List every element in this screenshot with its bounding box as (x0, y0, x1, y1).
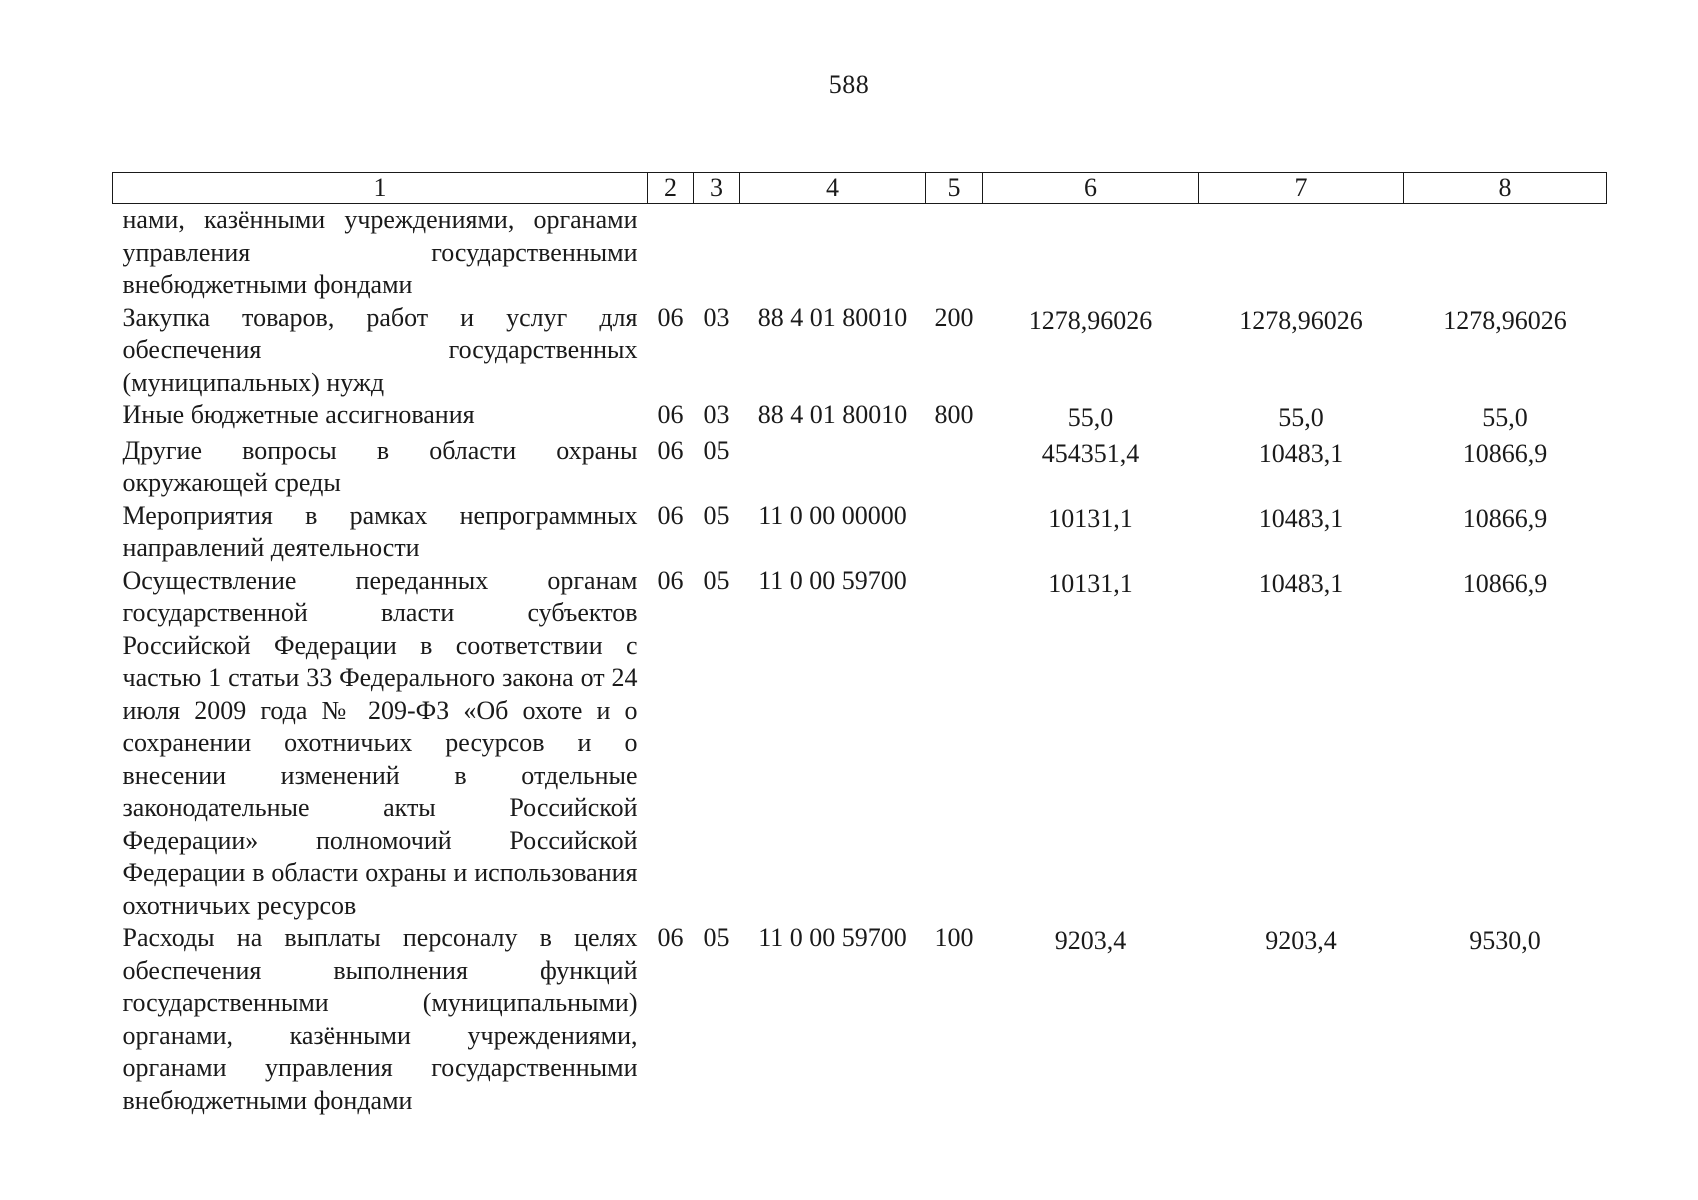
amount-column-7: 10483,1 (1258, 503, 1344, 533)
column-header-4: 4 (740, 173, 926, 204)
table-row (113, 565, 1607, 923)
expense-name: Мероприятия в рамках непрограммных направлений деятельности (122, 500, 638, 562)
amount-column-7: 55,0 (1278, 403, 1324, 432)
target-article-code: 88 4 01 80010 (757, 400, 908, 429)
page-number: 588 (828, 70, 870, 99)
amount-column-8: 10866,9 (1462, 503, 1548, 533)
amount-column-8: 55,0 (1482, 403, 1528, 432)
expense-name: Осуществление переданных органам государственной власти субъектов Российской Федерации в соответствии с частью 1 статьи 33 Федерального закона от 24 июля 2009 года № 209-ФЗ «Об охоте и о сохранении охотничьих ресурсов и о внесении изменений в отдельные законодательные акты Российской Федерации» полномочий Российской Федерации в области охраны и использования охотничьих ресурсов (122, 565, 638, 920)
amount-column-8: 10866,9 (1462, 438, 1548, 468)
amount-column-7: 1278,96026 (1239, 305, 1363, 335)
section-code: 06 (657, 435, 684, 465)
expense-name: нами, казёнными учреждениями, органами управления государственными внебюджетными фондами (122, 205, 638, 299)
amount-column-7: 9203,4 (1265, 926, 1337, 955)
expense-name: Закупка товаров, работ и услуг для обеспечения государственных (муниципальных) нужд (122, 302, 638, 397)
amount-column-8: 1278,96026 (1443, 305, 1567, 335)
subsection-code: 05 (703, 500, 730, 530)
table-row (113, 399, 1607, 435)
target-article-code (740, 204, 926, 302)
expense-type-code (926, 204, 983, 302)
expense-name: Другие вопросы в области охраны окружающей среды (122, 435, 638, 497)
expense-name: Расходы на выплаты персоналу в целях обеспечения выполнения функций государственными (муниципальными) органами, казёнными учреждениями, органами управления государственными внебюджетными фондами (122, 923, 638, 1115)
amount-column-6 (983, 204, 1199, 302)
amount-column-6: 454351,4 (1041, 438, 1140, 468)
subsection-code (694, 204, 740, 302)
expense-type-code: 100 (934, 923, 974, 952)
amount-column-8: 9530,0 (1469, 926, 1541, 955)
amount-column-6: 9203,4 (1054, 926, 1127, 955)
amount-column-8 (1404, 204, 1607, 302)
target-article-code: 11 0 00 00000 (758, 500, 907, 530)
subsection-code: 03 (703, 400, 730, 429)
target-article-code: 11 0 00 59700 (758, 923, 907, 952)
subsection-code: 05 (703, 435, 730, 465)
column-header-7: 7 (1199, 173, 1404, 204)
table-row (113, 500, 1607, 565)
expense-type-code (926, 435, 983, 500)
subsection-code: 05 (703, 923, 730, 952)
amount-column-6: 10131,1 (1048, 503, 1133, 533)
column-header-8: 8 (1404, 173, 1607, 204)
table-row (113, 922, 1607, 1117)
amount-column-7: 10483,1 (1258, 438, 1344, 468)
column-header-5: 5 (926, 173, 983, 204)
subsection-code: 03 (703, 302, 730, 332)
amount-column-7 (1199, 204, 1404, 302)
column-header-3: 3 (694, 173, 740, 204)
table-header-row (113, 173, 1607, 204)
target-article-code (740, 435, 926, 500)
amount-column-8: 10866,9 (1462, 568, 1548, 598)
amount-column-7: 10483,1 (1258, 568, 1344, 598)
section-code: 06 (657, 302, 684, 332)
target-article-code: 11 0 00 59700 (758, 565, 907, 595)
expense-name: Иные бюджетные ассигнования (122, 400, 475, 429)
expense-type-code (926, 500, 983, 565)
table-row (113, 204, 1607, 302)
table-row (113, 302, 1607, 400)
section-code: 06 (657, 400, 684, 429)
expense-type-code: 800 (934, 400, 974, 429)
budget-table (112, 172, 1607, 1117)
expense-type-code (926, 565, 983, 923)
amount-column-6: 10131,1 (1048, 568, 1133, 598)
section-code: 06 (657, 923, 684, 952)
target-article-code: 88 4 01 80010 (757, 302, 908, 332)
section-code: 06 (657, 500, 684, 530)
column-header-2: 2 (648, 173, 694, 204)
expense-type-code: 200 (934, 302, 974, 332)
section-code (648, 204, 694, 302)
column-header-6: 6 (983, 173, 1199, 204)
amount-column-6: 1278,96026 (1028, 305, 1153, 335)
column-header-1: 1 (113, 173, 648, 204)
subsection-code: 05 (703, 565, 730, 595)
table-row (113, 435, 1607, 500)
amount-column-6: 55,0 (1067, 403, 1114, 432)
section-code: 06 (657, 565, 684, 595)
